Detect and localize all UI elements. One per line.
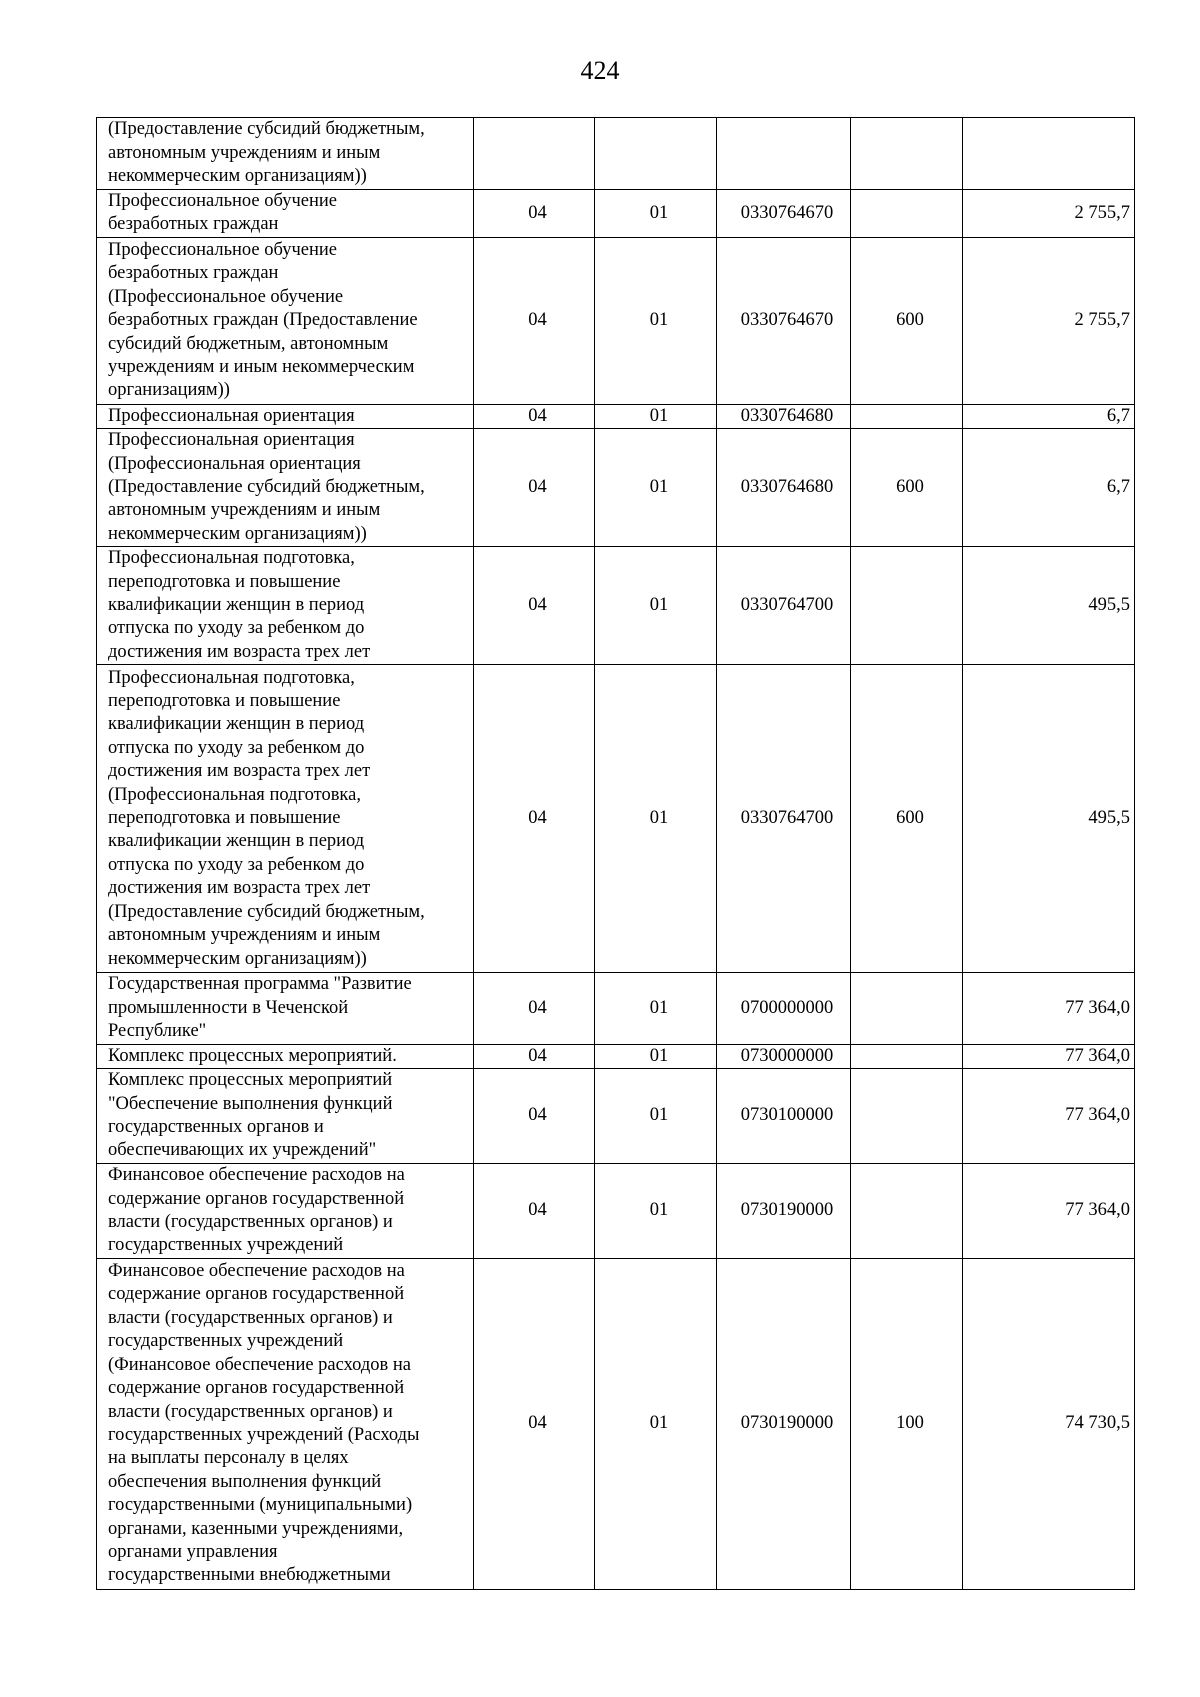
expense-description-cell [97, 237, 474, 404]
description-line: (Профессиональная ориентация [108, 453, 361, 474]
description-line: (Профессиональная подготовка, [108, 784, 361, 805]
expense-description-cell [97, 1068, 474, 1163]
section-code-cell: 04 [474, 429, 595, 547]
expense-description-cell [97, 1258, 474, 1589]
description-line: Комплекс процессных мероприятий. [108, 1045, 397, 1066]
subsection-code-cell: 01 [595, 1044, 717, 1068]
target-article-code-cell: 0730190000 [717, 1163, 851, 1258]
description-line: на выплаты персоналу в целях [108, 1448, 349, 1469]
amount-cell: 74 730,5 [963, 1258, 1135, 1589]
target-article-code-cell: 0330764680 [717, 404, 851, 428]
table-row [97, 429, 1135, 547]
table-row [97, 118, 1135, 190]
expense-description-cell [97, 1163, 474, 1258]
description-line: (Предоставление субсидий бюджетным, [108, 119, 425, 140]
description-line: содержание органов государственной [108, 1188, 405, 1209]
target-article-code-cell: 0730190000 [717, 1258, 851, 1589]
description-line: Профессиональная ориентация [108, 405, 355, 426]
target-article-code-cell: 0730000000 [717, 1044, 851, 1068]
section-code-cell: 04 [474, 1163, 595, 1258]
expense-type-code-cell: 100 [851, 1258, 963, 1589]
section-code-cell: 04 [474, 547, 595, 665]
amount-cell: 6,7 [963, 404, 1135, 428]
description-line: автономным учреждениям и иным [108, 925, 381, 946]
amount-cell: 77 364,0 [963, 973, 1135, 1044]
description-line: отпуска по уходу за ребенком до [108, 854, 365, 875]
description-line: содержание органов государственной [108, 1378, 405, 1399]
description-line: переподготовка и повышение [108, 571, 341, 592]
description-line: учреждениям и иным некоммерческим [108, 356, 415, 377]
amount-cell: 77 364,0 [963, 1163, 1135, 1258]
subsection-code-cell: 01 [595, 1258, 717, 1589]
expense-type-code-cell: 600 [851, 237, 963, 404]
amount-cell [963, 118, 1135, 190]
description-line: отпуска по уходу за ребенком до [108, 737, 365, 758]
subsection-code-cell: 01 [595, 429, 717, 547]
amount-cell: 77 364,0 [963, 1068, 1135, 1163]
section-code-cell: 04 [474, 237, 595, 404]
subsection-code-cell: 01 [595, 190, 717, 238]
description-line: достижения им возраста трех лет [108, 761, 371, 782]
target-article-code-cell [717, 118, 851, 190]
table-row [97, 665, 1135, 973]
expense-type-code-cell [851, 973, 963, 1044]
description-line: государственных учреждений (Расходы [108, 1424, 420, 1445]
subsection-code-cell: 01 [595, 404, 717, 428]
expense-description-cell [97, 973, 474, 1044]
description-line: безработных граждан [108, 263, 279, 284]
description-line: обеспечивающих их учреждений" [108, 1140, 377, 1161]
expense-description-cell [97, 190, 474, 238]
section-code-cell: 04 [474, 404, 595, 428]
description-line: Профессиональная подготовка, [108, 667, 355, 688]
description-line: Финансовое обеспечение расходов на [108, 1165, 405, 1186]
description-line: достижения им возраста трех лет [108, 641, 371, 662]
description-line: Республике" [108, 1021, 207, 1042]
description-line: промышленности в Чеченской [108, 997, 349, 1018]
table-row [97, 1258, 1135, 1589]
amount-cell: 2 755,7 [963, 237, 1135, 404]
target-article-code-cell: 0700000000 [717, 973, 851, 1044]
description-line: Комплекс процессных мероприятий [108, 1070, 393, 1091]
description-line: власти (государственных органов) и [108, 1211, 393, 1232]
section-code-cell: 04 [474, 665, 595, 973]
budget-table [96, 117, 1135, 1590]
description-line: организациям)) [108, 380, 230, 401]
description-line: обеспечения выполнения функций [108, 1471, 382, 1492]
expense-type-code-cell [851, 118, 963, 190]
subsection-code-cell: 01 [595, 547, 717, 665]
expense-description-cell [97, 118, 474, 190]
amount-cell: 495,5 [963, 665, 1135, 973]
description-line: содержание органов государственной [108, 1284, 405, 1305]
budget-table-body [97, 118, 1135, 1590]
expense-type-code-cell [851, 1163, 963, 1258]
amount-cell: 495,5 [963, 547, 1135, 665]
description-line: Профессиональная подготовка, [108, 548, 355, 569]
subsection-code-cell: 01 [595, 1163, 717, 1258]
expense-type-code-cell: 600 [851, 665, 963, 973]
description-line: (Профессиональное обучение [108, 286, 344, 307]
description-line: органами управления [108, 1541, 278, 1562]
description-line: власти (государственных органов) и [108, 1307, 393, 1328]
table-row [97, 404, 1135, 428]
description-line: государственными (муниципальными) [108, 1495, 413, 1516]
table-row [97, 237, 1135, 404]
expense-description-cell [97, 404, 474, 428]
section-code-cell: 04 [474, 1044, 595, 1068]
subsection-code-cell: 01 [595, 1068, 717, 1163]
description-line: безработных граждан [108, 214, 279, 235]
section-code-cell: 04 [474, 1068, 595, 1163]
page-number: 424 [580, 56, 620, 85]
description-line: государственных органов и [108, 1116, 324, 1137]
section-code-cell [474, 118, 595, 190]
description-line: (Предоставление субсидий бюджетным, [108, 901, 425, 922]
description-line: Государственная программа "Развитие [108, 974, 412, 995]
description-line: переподготовка и повышение [108, 691, 341, 712]
description-line: некоммерческим организациям)) [108, 948, 367, 969]
target-article-code-cell: 0730100000 [717, 1068, 851, 1163]
description-line: Профессиональное обучение [108, 191, 337, 211]
description-line: власти (государственных органов) и [108, 1401, 393, 1422]
amount-cell: 6,7 [963, 429, 1135, 547]
description-line: органами, казенными учреждениями, [108, 1518, 404, 1539]
subsection-code-cell: 01 [595, 237, 717, 404]
description-line: Профессиональное обучение [108, 239, 337, 260]
table-row [97, 1044, 1135, 1068]
description-line: Профессиональная ориентация [108, 430, 355, 451]
table-row [97, 1068, 1135, 1163]
expense-type-code-cell [851, 190, 963, 238]
description-line: субсидий бюджетным, автономным [108, 333, 389, 354]
description-line: "Обеспечение выполнения функций [108, 1093, 393, 1114]
expense-description-cell [97, 547, 474, 665]
target-article-code-cell: 0330764680 [717, 429, 851, 547]
target-article-code-cell: 0330764700 [717, 665, 851, 973]
expense-description-cell [97, 665, 474, 973]
subsection-code-cell: 01 [595, 665, 717, 973]
expense-type-code-cell [851, 547, 963, 665]
subsection-code-cell [595, 118, 717, 190]
target-article-code-cell: 0330764670 [717, 237, 851, 404]
section-code-cell: 04 [474, 1258, 595, 1589]
description-line: квалификации женщин в период [108, 595, 365, 616]
description-line: некоммерческим организациям)) [108, 523, 367, 544]
description-line: (Предоставление субсидий бюджетным, [108, 477, 425, 498]
description-line: государственных учреждений [108, 1235, 344, 1256]
section-code-cell: 04 [474, 190, 595, 238]
target-article-code-cell: 0330764700 [717, 547, 851, 665]
description-line: безработных граждан (Предоставление [108, 310, 418, 331]
table-row [97, 973, 1135, 1044]
expense-type-code-cell [851, 1044, 963, 1068]
description-line: автономным учреждениям и иным [108, 142, 381, 163]
description-line: некоммерческим организациям)) [108, 166, 367, 187]
description-line: квалификации женщин в период [108, 714, 365, 735]
description-line: государственными внебюджетными [108, 1565, 391, 1586]
table-row [97, 1163, 1135, 1258]
expense-type-code-cell [851, 1068, 963, 1163]
subsection-code-cell: 01 [595, 973, 717, 1044]
description-line: государственных учреждений [108, 1331, 344, 1352]
description-line: квалификации женщин в период [108, 831, 365, 852]
target-article-code-cell: 0330764670 [717, 190, 851, 238]
expense-description-cell [97, 429, 474, 547]
expense-type-code-cell [851, 404, 963, 428]
description-line: переподготовка и повышение [108, 808, 341, 829]
table-row [97, 547, 1135, 665]
amount-cell: 2 755,7 [963, 190, 1135, 238]
expense-description-cell [97, 1044, 474, 1068]
expense-type-code-cell: 600 [851, 429, 963, 547]
description-line: автономным учреждениям и иным [108, 500, 381, 521]
description-line: достижения им возраста трех лет [108, 878, 371, 899]
section-code-cell: 04 [474, 973, 595, 1044]
description-line: отпуска по уходу за ребенком до [108, 618, 365, 639]
description-line: Финансовое обеспечение расходов на [108, 1261, 405, 1282]
amount-cell: 77 364,0 [963, 1044, 1135, 1068]
description-line: (Финансовое обеспечение расходов на [108, 1354, 412, 1375]
table-row [97, 190, 1135, 238]
